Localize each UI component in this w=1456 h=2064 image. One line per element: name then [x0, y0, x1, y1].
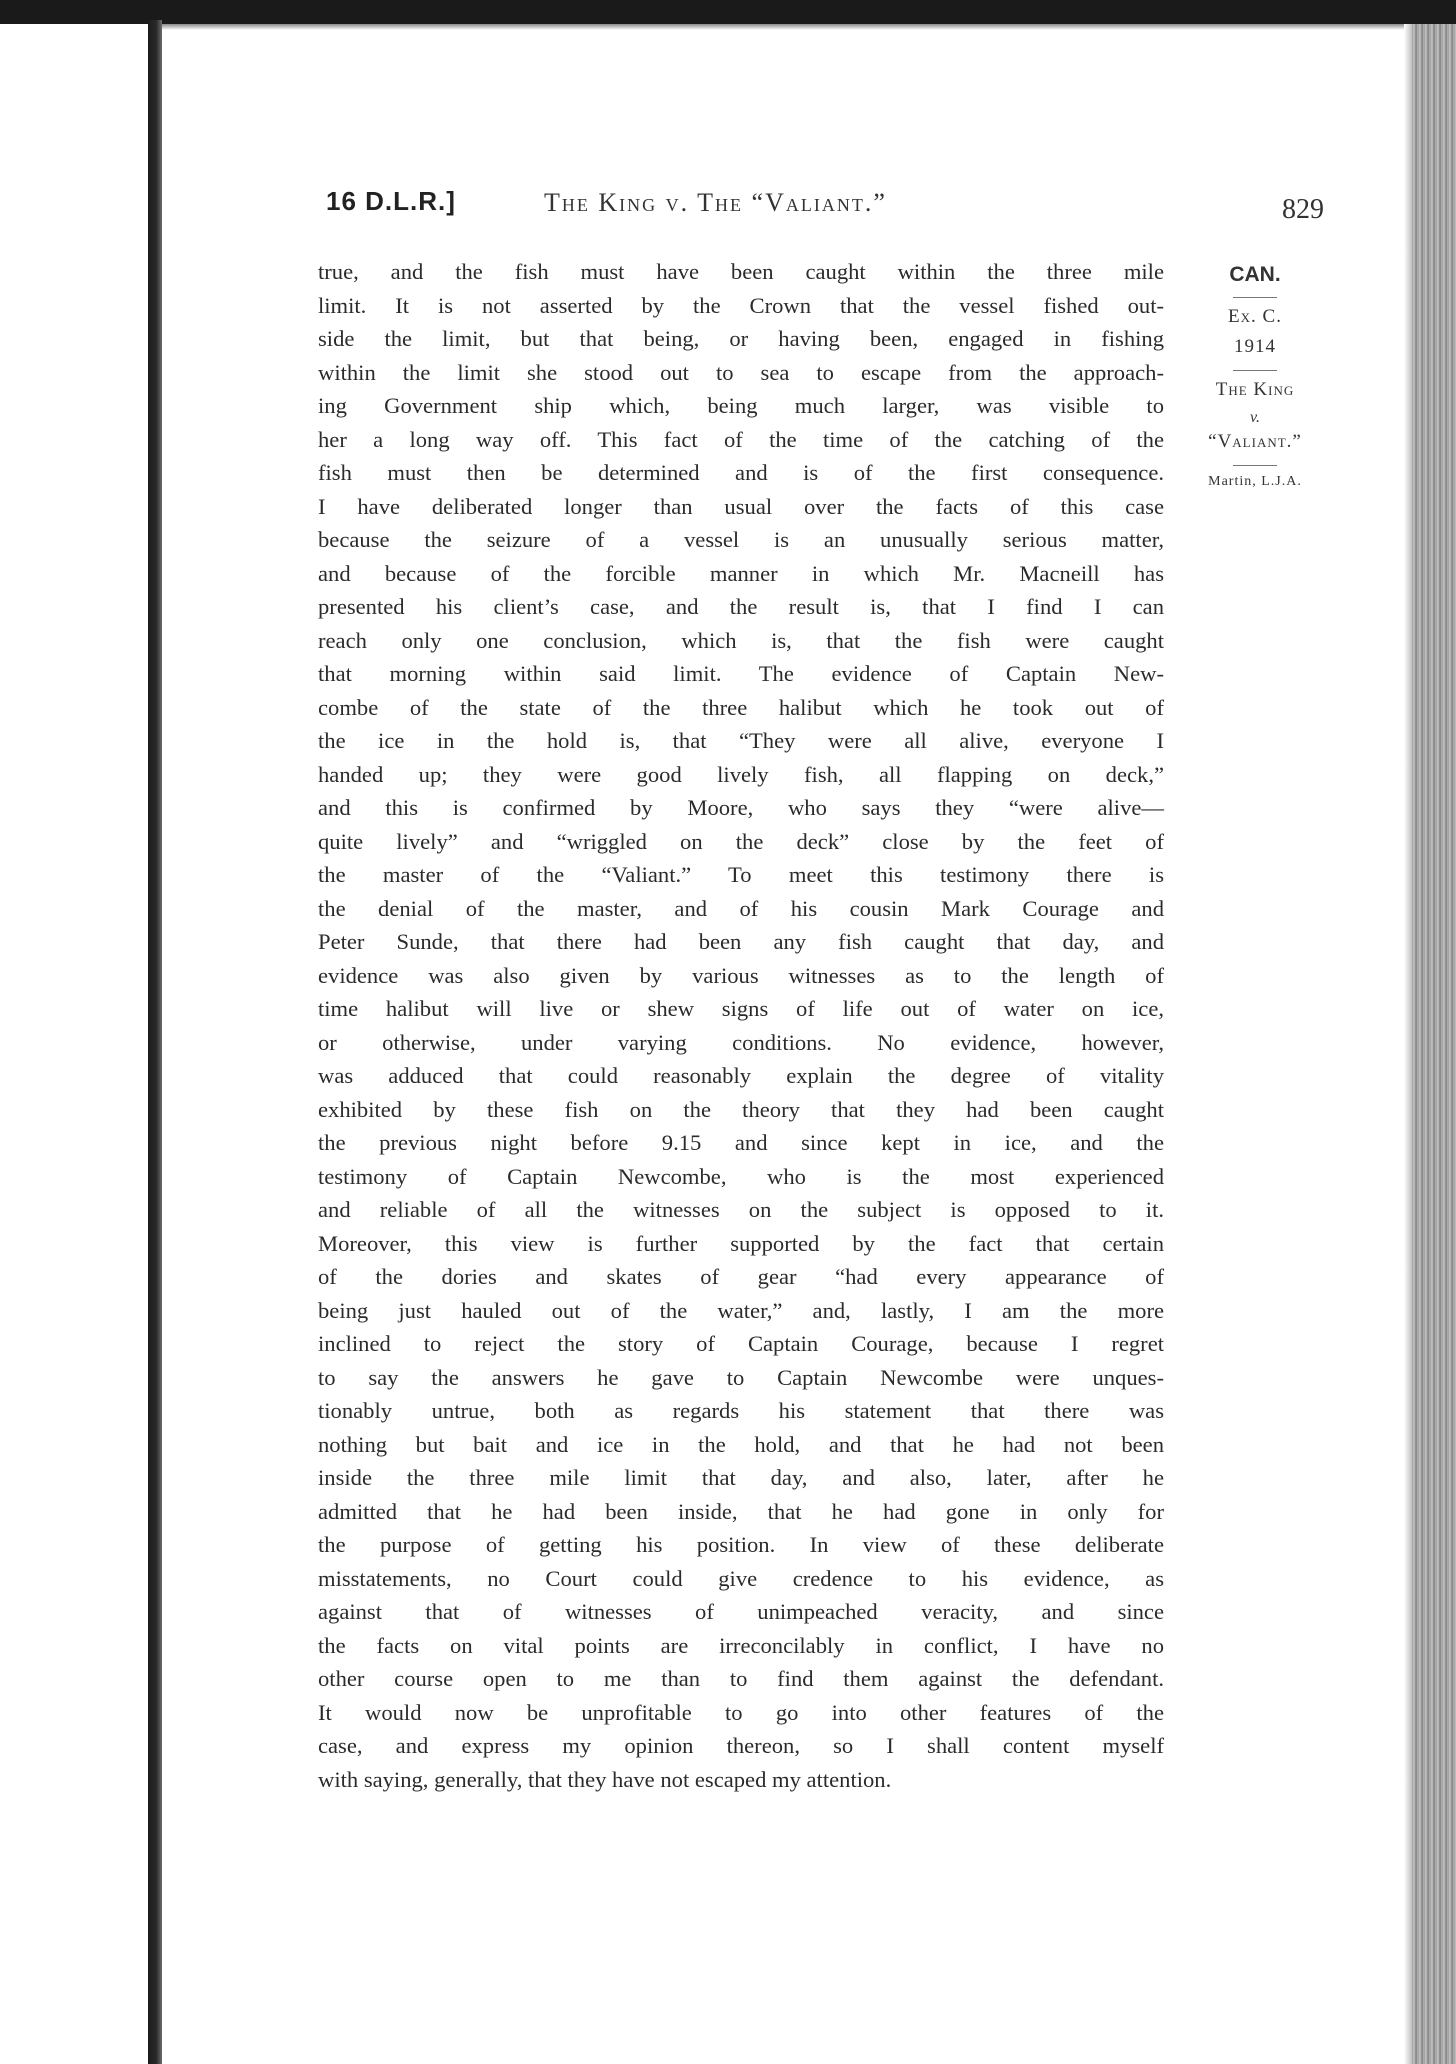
page-edges-stack — [1412, 24, 1456, 2064]
volume-citation: 16 D.L.R.] — [326, 186, 456, 216]
text-line: tionably untrue, both as regards his statement that there was — [318, 1398, 1164, 1423]
margin-case-versus: v. — [1250, 409, 1260, 426]
margin-case-plaintiff: The King — [1215, 379, 1295, 400]
margin-rule — [1233, 370, 1277, 371]
text-line: true, and the fish must have been caught within the three mile — [318, 259, 1164, 284]
text-line: the facts on vital points are irreconcilably in conflict, I have no — [318, 1632, 1164, 1658]
margin-rule — [1233, 297, 1277, 298]
margin-notes — [1180, 263, 1330, 498]
margin-judge: Martin, L.J.A. — [1208, 474, 1302, 489]
margin-rule — [1233, 465, 1277, 466]
text-line: nothing but bait and ice in the hold, and that he had not been — [318, 1431, 1164, 1457]
text-line: being just hauled out of the water,” and, lastly, I am the more — [318, 1297, 1164, 1323]
text-line: the ice in the hold is, that “They were all alive, everyone I — [318, 728, 1164, 753]
text-line: limit. It is not asserted by the Crown that the vessel fished out- — [318, 292, 1164, 318]
text-line: and reliable of all the witnesses on the subject is opposed to it. — [318, 1197, 1164, 1222]
scan-top-border — [0, 0, 1456, 24]
text-line: Peter Sunde, that there had been any fish caught that day, and — [318, 929, 1164, 954]
text-line: fish must then be determined and is of the first consequence. — [318, 460, 1164, 485]
text-line: and this is confirmed by Moore, who says they “were alive— — [318, 795, 1164, 820]
text-line: her a long way off. This fact of the time of the catching of the — [318, 426, 1164, 452]
book-gutter — [148, 20, 162, 2064]
text-line: misstatements, no Court could give credence to his evidence, as — [318, 1565, 1164, 1591]
text-line: It would now be unprofitable to go into other features of the — [318, 1699, 1164, 1725]
text-line: to say the answers he gave to Captain Newcombe were unques- — [318, 1364, 1164, 1390]
text-line: ing Government ship which, being much larger, was visible to — [318, 393, 1164, 418]
text-line: the previous night before 9.15 and since kept in ice, and the — [318, 1130, 1164, 1155]
margin-country: CAN. — [1229, 263, 1281, 286]
text-line: the denial of the master, and of his cousin Mark Courage and — [318, 895, 1164, 921]
text-line: side the limit, but that being, or having been, engaged in fishing — [318, 326, 1164, 351]
margin-year: 1914 — [1234, 336, 1276, 357]
text-line: Moreover, this view is further supported by the fact that certain — [318, 1230, 1164, 1256]
text-line: or otherwise, under varying conditions. No evidence, however, — [318, 1029, 1164, 1055]
text-line: reach only one conclusion, which is, that the fish were caught — [318, 627, 1164, 653]
text-line: handed up; they were good lively fish, all flapping on deck,” — [318, 761, 1164, 787]
text-line: inclined to reject the story of Captain Courage, because I regret — [318, 1331, 1164, 1356]
text-line: the master of the “Valiant.” To meet this testimony there is — [318, 862, 1164, 887]
page-number: 829 — [1282, 194, 1324, 225]
text-line: that morning within said limit. The evidence of Captain New- — [318, 661, 1164, 686]
text-line: of the dories and skates of gear “had every appearance of — [318, 1264, 1164, 1289]
text-line: case, and express my opinion thereon, so I shall content myself — [318, 1733, 1164, 1758]
text-line: with saying, generally, that they have not escaped my attention. — [318, 1766, 892, 1792]
text-line: quite lively” and “wriggled on the deck” close by the feet of — [318, 828, 1164, 854]
judgment-text — [318, 255, 1164, 1796]
text-line: inside the three mile limit that day, and also, later, after he — [318, 1465, 1164, 1490]
text-line: other course open to me than to find them against the defendant. — [318, 1666, 1164, 1691]
facing-page-margin — [0, 24, 148, 2064]
text-line: I have deliberated longer than usual over the facts of this case — [318, 493, 1164, 519]
running-header — [326, 186, 1324, 226]
running-title: The King v. The “Valiant.” — [544, 188, 887, 217]
margin-case-defendant: “Valiant.” — [1208, 431, 1302, 452]
text-line: and because of the forcible manner in which Mr. Macneill has — [318, 560, 1164, 586]
text-line: because the seizure of a vessel is an unusually serious matter, — [318, 527, 1164, 552]
margin-court: Ex. C. — [1228, 306, 1282, 327]
text-line: against that of witnesses of unimpeached veracity, and since — [318, 1599, 1164, 1624]
text-line: evidence was also given by various witnesses as to the length of — [318, 962, 1164, 988]
text-line: within the limit she stood out to sea to escape from the approach- — [318, 359, 1164, 385]
text-line: exhibited by these fish on the theory that they had been caught — [318, 1096, 1164, 1122]
text-line: was adduced that could reasonably explain the degree of vitality — [318, 1063, 1164, 1088]
text-line: testimony of Captain Newcombe, who is the most experienced — [318, 1163, 1164, 1189]
text-line: the purpose of getting his position. In view of these deliberate — [318, 1532, 1164, 1557]
text-line: combe of the state of the three halibut which he took out of — [318, 694, 1164, 720]
text-line: admitted that he had been inside, that he had gone in only for — [318, 1498, 1164, 1524]
text-line: time halibut will live or shew signs of life out of water on ice, — [318, 996, 1164, 1021]
text-line: presented his client’s case, and the result is, that I find I can — [318, 594, 1164, 619]
page-top-shadow — [162, 24, 1412, 30]
